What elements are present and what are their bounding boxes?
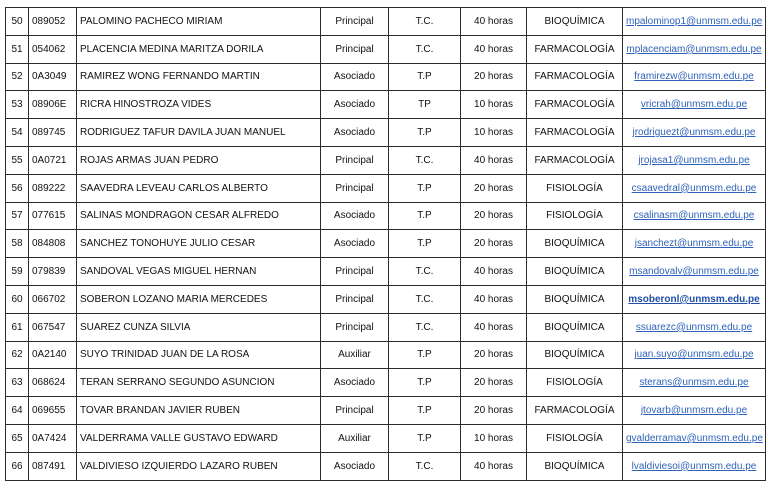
staff-name-cell: SALINAS MONDRAGON CESAR ALFREDO (77, 202, 321, 230)
category-cell: Principal (321, 313, 389, 341)
department-cell: FARMACOLOGÍA (527, 63, 623, 91)
staff-name-cell: SOBERON LOZANO MARIA MERCEDES (77, 285, 321, 313)
faculty-roster-table (5, 7, 766, 481)
table-row (6, 313, 766, 341)
dedication-cell: T.P (389, 369, 461, 397)
department-cell: BIOQUÍMICA (527, 285, 623, 313)
email-link[interactable]: ssuarezc@unmsm.edu.pe (635, 321, 753, 333)
category-cell: Asociado (321, 63, 389, 91)
row-number-cell: 65 (6, 424, 29, 452)
email-cell (623, 313, 766, 341)
hours-cell: 40 horas (461, 146, 527, 174)
staff-name-cell: TERAN SERRANO SEGUNDO ASUNCION (77, 369, 321, 397)
row-number-cell: 53 (6, 91, 29, 119)
staff-code-cell: 069655 (29, 397, 77, 425)
category-cell: Asociado (321, 369, 389, 397)
email-cell (623, 285, 766, 313)
email-cell (623, 369, 766, 397)
email-link[interactable]: gvalderramav@unmsm.edu.pe (626, 432, 763, 444)
staff-name-cell: SANCHEZ TONOHUYE JULIO CESAR (77, 230, 321, 258)
dedication-cell: T.P (389, 230, 461, 258)
email-link[interactable]: msoberonl@unmsm.edu.pe (628, 293, 760, 305)
email-link[interactable]: jsanchezt@unmsm.edu.pe (634, 238, 754, 250)
category-cell: Principal (321, 146, 389, 174)
department-cell: FARMACOLOGÍA (527, 35, 623, 63)
email-link[interactable]: sterans@unmsm.edu.pe (639, 377, 749, 389)
email-link[interactable]: csaavedral@unmsm.edu.pe (631, 182, 757, 194)
row-number-cell: 64 (6, 397, 29, 425)
email-cell (623, 8, 766, 36)
staff-code-cell: 0A2140 (29, 341, 77, 369)
row-number-cell: 54 (6, 119, 29, 147)
department-cell: FARMACOLOGÍA (527, 146, 623, 174)
table-row (6, 397, 766, 425)
dedication-cell: T.C. (389, 452, 461, 480)
email-link[interactable]: csalinasm@unmsm.edu.pe (633, 210, 755, 222)
table-row (6, 35, 766, 63)
email-cell (623, 146, 766, 174)
hours-cell: 20 horas (461, 63, 527, 91)
email-link[interactable]: mpalominop1@unmsm.edu.pe (626, 15, 763, 27)
department-cell: BIOQUÍMICA (527, 313, 623, 341)
staff-name-cell: RICRA HINOSTROZA VIDES (77, 91, 321, 119)
row-number-cell: 51 (6, 35, 29, 63)
category-cell: Auxiliar (321, 341, 389, 369)
department-cell: FISIOLOGÍA (527, 174, 623, 202)
table-row (6, 230, 766, 258)
email-cell (623, 258, 766, 286)
email-cell (623, 341, 766, 369)
table-row (6, 285, 766, 313)
row-number-cell: 52 (6, 63, 29, 91)
dedication-cell: T.C. (389, 8, 461, 36)
department-cell: FARMACOLOGÍA (527, 397, 623, 425)
email-cell (623, 230, 766, 258)
staff-code-cell: 054062 (29, 35, 77, 63)
row-number-cell: 60 (6, 285, 29, 313)
staff-code-cell: 089222 (29, 174, 77, 202)
staff-code-cell: 0A3049 (29, 63, 77, 91)
hours-cell: 40 horas (461, 313, 527, 341)
roster-body (6, 8, 766, 481)
hours-cell: 20 horas (461, 230, 527, 258)
staff-code-cell: 077615 (29, 202, 77, 230)
email-cell (623, 63, 766, 91)
staff-name-cell: VALDERRAMA VALLE GUSTAVO EDWARD (77, 424, 321, 452)
staff-name-cell: TOVAR BRANDAN JAVIER RUBEN (77, 397, 321, 425)
email-link[interactable]: juan.suyo@unmsm.edu.pe (634, 349, 754, 361)
row-number-cell: 66 (6, 452, 29, 480)
staff-name-cell: SAAVEDRA LEVEAU CARLOS ALBERTO (77, 174, 321, 202)
category-cell: Auxiliar (321, 424, 389, 452)
staff-code-cell: 066702 (29, 285, 77, 313)
hours-cell: 10 horas (461, 424, 527, 452)
staff-name-cell: VALDIVIESO IZQUIERDO LAZARO RUBEN (77, 452, 321, 480)
email-cell (623, 202, 766, 230)
staff-code-cell: 089052 (29, 8, 77, 36)
hours-cell: 40 horas (461, 35, 527, 63)
staff-code-cell: 0A0721 (29, 146, 77, 174)
dedication-cell: T.C. (389, 35, 461, 63)
table-row (6, 202, 766, 230)
table-row (6, 91, 766, 119)
dedication-cell: T.P (389, 202, 461, 230)
row-number-cell: 57 (6, 202, 29, 230)
dedication-cell: T.P (389, 63, 461, 91)
row-number-cell: 50 (6, 8, 29, 36)
dedication-cell: T.P (389, 119, 461, 147)
category-cell: Asociado (321, 452, 389, 480)
category-cell: Asociado (321, 119, 389, 147)
table-row (6, 119, 766, 147)
staff-code-cell: 08906E (29, 91, 77, 119)
department-cell: BIOQUÍMICA (527, 341, 623, 369)
row-number-cell: 58 (6, 230, 29, 258)
department-cell: FISIOLOGÍA (527, 202, 623, 230)
dedication-cell: T.C. (389, 285, 461, 313)
table-row (6, 452, 766, 480)
staff-name-cell: SANDOVAL VEGAS MIGUEL HERNAN (77, 258, 321, 286)
dedication-cell: T.P (389, 174, 461, 202)
hours-cell: 40 horas (461, 285, 527, 313)
category-cell: Asociado (321, 202, 389, 230)
row-number-cell: 62 (6, 341, 29, 369)
email-link[interactable]: lvaldiviesoi@unmsm.edu.pe (631, 460, 757, 472)
department-cell: BIOQUÍMICA (527, 230, 623, 258)
email-link[interactable]: jtovarb@unmsm.edu.pe (640, 405, 748, 417)
staff-name-cell: RAMIREZ WONG FERNANDO MARTIN (77, 63, 321, 91)
table-row (6, 341, 766, 369)
table-row (6, 424, 766, 452)
table-row (6, 63, 766, 91)
category-cell: Principal (321, 258, 389, 286)
dedication-cell: T.C. (389, 313, 461, 341)
staff-code-cell: 0A7424 (29, 424, 77, 452)
hours-cell: 40 horas (461, 258, 527, 286)
email-cell (623, 91, 766, 119)
hours-cell: 10 horas (461, 119, 527, 147)
department-cell: BIOQUÍMICA (527, 452, 623, 480)
email-cell (623, 35, 766, 63)
category-cell: Asociado (321, 230, 389, 258)
department-cell: FARMACOLOGÍA (527, 119, 623, 147)
table-row (6, 8, 766, 36)
email-cell (623, 397, 766, 425)
department-cell: FISIOLOGÍA (527, 424, 623, 452)
category-cell: Asociado (321, 91, 389, 119)
staff-code-cell: 079839 (29, 258, 77, 286)
department-cell: BIOQUÍMICA (527, 258, 623, 286)
email-link[interactable]: framirezw@unmsm.edu.pe (634, 71, 754, 83)
table-row (6, 174, 766, 202)
staff-name-cell: PALOMINO PACHECO MIRIAM (77, 8, 321, 36)
email-link[interactable]: msandovalv@unmsm.edu.pe (629, 266, 759, 278)
staff-code-cell: 089745 (29, 119, 77, 147)
staff-code-cell: 067547 (29, 313, 77, 341)
row-number-cell: 55 (6, 146, 29, 174)
dedication-cell: T.P (389, 397, 461, 425)
staff-code-cell: 087491 (29, 452, 77, 480)
email-link[interactable]: jrojasa1@unmsm.edu.pe (638, 154, 750, 166)
category-cell: Principal (321, 35, 389, 63)
row-number-cell: 61 (6, 313, 29, 341)
staff-name-cell: SUAREZ CUNZA SILVIA (77, 313, 321, 341)
row-number-cell: 63 (6, 369, 29, 397)
table-row (6, 258, 766, 286)
email-link[interactable]: vricrah@unmsm.edu.pe (640, 99, 748, 111)
category-cell: Principal (321, 8, 389, 36)
email-cell (623, 174, 766, 202)
dedication-cell: T.C. (389, 146, 461, 174)
category-cell: Principal (321, 397, 389, 425)
staff-name-cell: ROJAS ARMAS JUAN PEDRO (77, 146, 321, 174)
dedication-cell: T.P (389, 424, 461, 452)
staff-name-cell: PLACENCIA MEDINA MARITZA DORILA (77, 35, 321, 63)
hours-cell: 40 horas (461, 452, 527, 480)
hours-cell: 20 horas (461, 202, 527, 230)
department-cell: FISIOLOGÍA (527, 369, 623, 397)
hours-cell: 20 horas (461, 397, 527, 425)
email-cell (623, 424, 766, 452)
email-cell (623, 119, 766, 147)
table-row (6, 369, 766, 397)
department-cell: FARMACOLOGÍA (527, 91, 623, 119)
staff-code-cell: 084808 (29, 230, 77, 258)
hours-cell: 20 horas (461, 369, 527, 397)
hours-cell: 10 horas (461, 91, 527, 119)
hours-cell: 20 horas (461, 341, 527, 369)
category-cell: Principal (321, 285, 389, 313)
staff-name-cell: SUYO TRINIDAD JUAN DE LA ROSA (77, 341, 321, 369)
email-link[interactable]: jrodriguezt@unmsm.edu.pe (632, 127, 756, 139)
dedication-cell: T.C. (389, 258, 461, 286)
email-cell (623, 452, 766, 480)
staff-code-cell: 068624 (29, 369, 77, 397)
table-row (6, 146, 766, 174)
row-number-cell: 56 (6, 174, 29, 202)
dedication-cell: T.P (389, 341, 461, 369)
staff-name-cell: RODRIGUEZ TAFUR DAVILA JUAN MANUEL (77, 119, 321, 147)
department-cell: BIOQUÍMICA (527, 8, 623, 36)
dedication-cell: TP (389, 91, 461, 119)
row-number-cell: 59 (6, 258, 29, 286)
category-cell: Principal (321, 174, 389, 202)
hours-cell: 40 horas (461, 8, 527, 36)
email-link[interactable]: mplacenciam@unmsm.edu.pe (626, 43, 762, 55)
hours-cell: 20 horas (461, 174, 527, 202)
